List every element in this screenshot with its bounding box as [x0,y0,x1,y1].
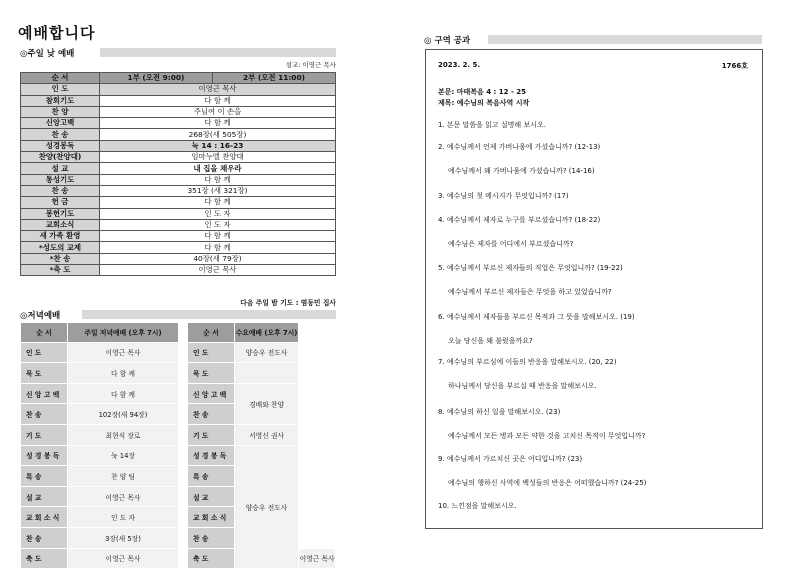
district-study-box [425,49,763,529]
study-date: 2023. 2. 5. [438,61,481,69]
sunday-section-bar [100,48,336,57]
study-sub-question: 예수님의 행하신 사역에 백성들의 반응은 어떠했습니까? (24-25) [448,479,647,487]
study-sub-question: 하나님께서 당신을 부르실 때 반응을 말해보시오. [448,382,597,390]
study-question: 10. 느낀점을 말해보시오. [438,502,517,510]
sunday-row-label: 헌 금 [21,197,100,208]
issue-number: 1766호 [721,62,748,70]
sunday-row-value: 이영근 목사 [100,265,336,276]
sunday-row-value: 눅 14 : 16-23 [100,140,336,151]
wednesday-label: 찬 송 [188,404,235,425]
evening-left-label: 찬 송 [21,527,68,548]
wednesday-value: 양승우 전도사 [235,445,299,569]
header-wednesday: 수요예배 (오후 7시) [235,323,299,343]
study-sub-question: 예수님께서 부르신 제자들은 무엇을 하고 있었습니까? [448,288,612,296]
evening-left-label: 기 도 [21,424,68,445]
evening-left-value: 다 함 께 [68,383,179,404]
sunday-table-row [21,152,336,163]
header-sunday-evening: 주일 저녁예배 (오후 7시) [68,323,179,343]
evening-left-label: 설 교 [21,486,68,507]
sunday-table-row [21,140,336,151]
evening-section-title: ◎저녁예배 [20,311,61,321]
header-order-right: 순 서 [188,323,235,343]
evening-table-row [21,342,336,363]
district-section-bar [488,35,762,44]
study-question: 9. 예수님께서 가르치신 곳은 어디입니까? (23) [438,455,583,463]
sunday-row-value: 주님여 이 손을 [100,106,336,117]
wednesday-label: 찬 송 [188,527,235,548]
evening-left-label: 묵 도 [21,363,68,384]
evening-left-label: 신 앙 고 백 [21,383,68,404]
sunday-row-label: 성경봉독 [21,140,100,151]
sunday-service-table [20,72,336,276]
sunday-row-label: 봉헌기도 [21,208,100,219]
evening-left-value: 이영근 목사 [68,342,179,363]
sunday-table-row [21,253,336,264]
evening-left-label: 축 도 [21,548,68,569]
sunday-row-label: *축 도 [21,265,100,276]
evening-left-label: 성 경 봉 독 [21,445,68,466]
sunday-row-value: 40장(새 79장) [100,253,336,264]
wednesday-label: 특 송 [188,466,235,487]
study-scripture [438,87,529,109]
sunday-row-value: 내 집을 채우라 [100,163,336,174]
sunday-row-value: 인 도 자 [100,208,336,219]
evening-left-label: 찬 송 [21,404,68,425]
evening-left-value: 최현식 장로 [68,424,179,445]
sunday-row-value: 351장 (새 321장) [100,185,336,196]
sunday-table-header [21,73,336,84]
evening-left-value: 찬 양 팀 [68,466,179,487]
study-question: 4. 예수님께서 제자로 누구를 부르셨습니까? (18-22) [438,216,601,224]
sunday-row-label: 신앙고백 [21,118,100,129]
sunday-row-value: 다 함 께 [100,231,336,242]
evening-left-value: 102장(새 94장) [68,404,179,425]
sunday-table-row [21,242,336,253]
sunday-table-row [21,197,336,208]
study-sub-question: 예수님께서 모든 병과 모든 약한 것을 고치신 목적이 무엇입니까? [448,432,646,440]
evening-table-row [21,383,336,404]
wednesday-value: 서영신 권사 [235,424,299,445]
sunday-row-value: 다 함 께 [100,242,336,253]
study-sub-question: 예수님께서 왜 가버나움에 가셨습니까? (14-16) [448,167,595,175]
sunday-section-title: ◎주일 낮 예배 [20,49,75,59]
sunday-row-value: 268장(새 505장) [100,129,336,140]
sunday-table-row [21,129,336,140]
district-section-title: ◎ 구역 공과 [424,36,471,46]
sunday-table-row [21,84,336,95]
wednesday-label: 신 앙 고 백 [188,383,235,404]
sunday-row-value: 인 도 자 [100,219,336,230]
wednesday-label: 교 회 소 식 [188,507,235,528]
sunday-row-value: 이영근 목사 [100,84,336,95]
wednesday-value: 경배와 찬양 [235,383,299,424]
sunday-table-row [21,118,336,129]
wednesday-label: 인 도 [188,342,235,363]
sunday-row-label: 인 도 [21,84,100,95]
sunday-table-row [21,185,336,196]
sunday-table-row [21,208,336,219]
wednesday-value [235,363,299,384]
evening-left-value: 이영근 목사 [68,548,179,569]
sunday-row-value: 다 함 께 [100,197,336,208]
study-sub-question: 오늘 당신을 왜 불렀을까요? [448,337,533,345]
scripture-text: 본문: 마태복음 4 : 12 - 25 [438,88,527,96]
evening-table-header [21,323,336,343]
evening-table-row [21,445,336,466]
page-title: 예배합니다 [18,24,96,42]
sunday-row-value: 다 함 께 [100,174,336,185]
sunday-table-row [21,95,336,106]
study-question: 6. 예수님께서 제자들을 부르신 목적과 그 뜻을 말해보시오. (19) [438,313,635,321]
sunday-row-label: *성도의 교제 [21,242,100,253]
study-question: 3. 예수님의 첫 메시지가 무엇입니까? (17) [438,192,569,200]
header-first-service: 1부 (오전 9:00) [100,73,213,84]
wednesday-value: 이영근 목사 [299,548,336,569]
evening-section-bar [82,310,336,319]
study-question: 7. 예수님의 부르심에 이들의 반응을 말해보시오. (20, 22) [438,358,617,366]
wednesday-value: 양승우 전도사 [235,342,299,363]
sunday-row-label: 교회소식 [21,219,100,230]
sunday-row-label: 통성기도 [21,174,100,185]
sunday-table-row [21,265,336,276]
header-order-left: 순 서 [21,323,68,343]
sunday-row-label: 찬양(찬양대) [21,152,100,163]
sunday-table-row [21,163,336,174]
study-sub-question: 예수님은 제자를 어디에서 부르셨습니까? [448,240,574,248]
sunday-row-value: 임마누엘 찬양대 [100,152,336,163]
sunday-table-row [21,231,336,242]
sunday-row-label: *찬 송 [21,253,100,264]
sunday-table-row [21,174,336,185]
sunday-row-value: 다 함 께 [100,95,336,106]
sunday-row-value: 다 함 께 [100,118,336,129]
evening-service-table [20,322,336,569]
wednesday-label: 묵 도 [188,363,235,384]
wednesday-label: 성 경 봉 독 [188,445,235,466]
evening-table-row [21,424,336,445]
sunday-row-label: 찬 송 [21,129,100,140]
sunday-row-label: 참회기도 [21,95,100,106]
study-question: 5. 예수님께서 부르신 제자들의 직업은 무엇입니까? (19-22) [438,264,623,272]
evening-left-value: 3장(새 5장) [68,527,179,548]
evening-left-label: 인 도 [21,342,68,363]
sunday-row-label: 찬 송 [21,185,100,196]
sunday-row-label: 찬 양 [21,106,100,117]
header-order: 순 서 [21,73,100,84]
sunday-row-label: 새 가족 환영 [21,231,100,242]
evening-left-value: 눅 14장 [68,445,179,466]
sunday-table-row [21,219,336,230]
wednesday-label: 설 교 [188,486,235,507]
study-title: 제목: 예수님의 복음사역 시작 [438,99,530,107]
preacher-label: 설교: 이영근 목사 [285,61,336,69]
wednesday-label: 축 도 [188,548,235,569]
study-question: 8. 예수님의 하신 일을 말해보시오. (23) [438,408,561,416]
next-prayer-note: 다음 주일 밤 기도 : 염동민 집사 [240,299,336,307]
header-second-service: 2부 (오전 11:00) [212,73,335,84]
evening-left-value: 인 도 자 [68,507,179,528]
wednesday-label: 기 도 [188,424,235,445]
evening-table-row [21,363,336,384]
study-question: 2. 예수님께서 언제 가버나움에 가셨습니까? (12-13) [438,143,601,151]
study-question: 1. 본문 말씀을 읽고 설명해 보시오. [438,121,546,129]
evening-left-value: 다 함 께 [68,363,179,384]
evening-left-label: 교 회 소 식 [21,507,68,528]
sunday-row-label: 설 교 [21,163,100,174]
evening-left-value: 이영근 목사 [68,486,179,507]
sunday-table-row [21,106,336,117]
evening-left-label: 특 송 [21,466,68,487]
